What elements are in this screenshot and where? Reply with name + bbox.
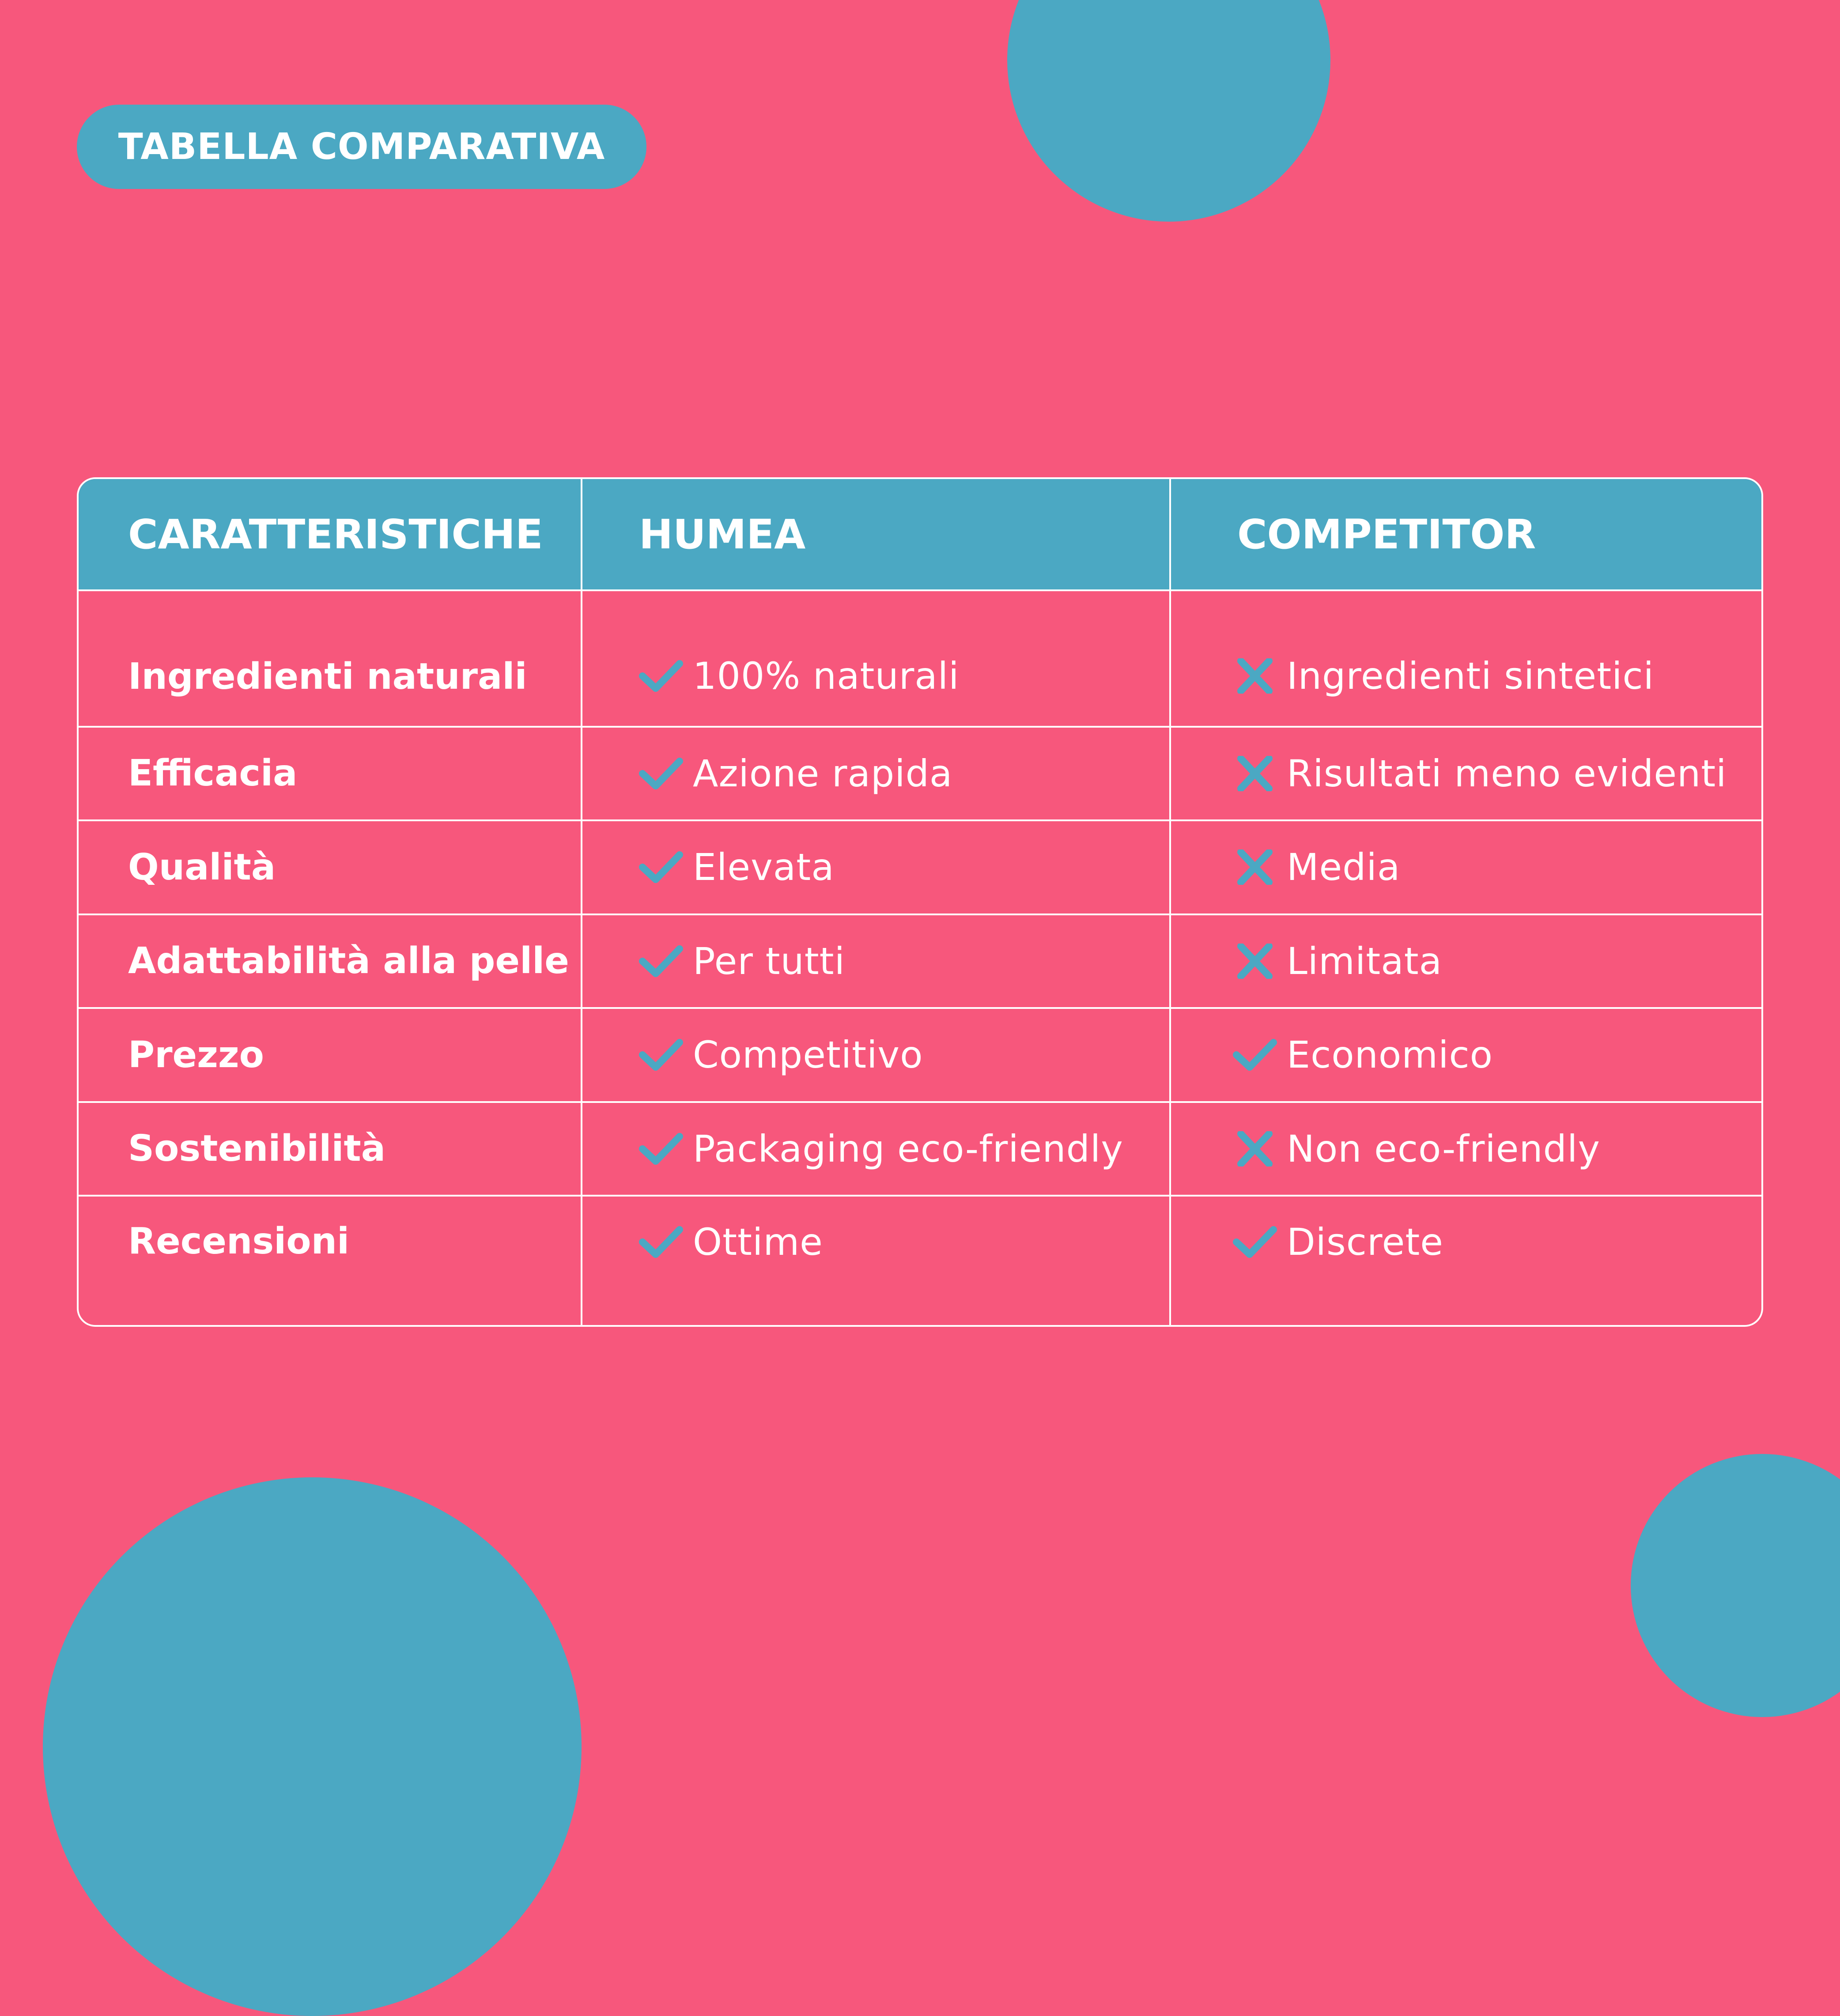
header-humea: HUMEA xyxy=(582,479,1170,590)
check-icon xyxy=(1233,1037,1277,1072)
cross-icon xyxy=(1233,756,1277,791)
table-row xyxy=(79,1102,1761,1196)
humea-cell xyxy=(582,1008,1170,1102)
check-icon xyxy=(639,849,683,885)
competitor-value: Economico xyxy=(1287,1033,1493,1077)
competitor-value: Non eco-friendly xyxy=(1287,1127,1601,1170)
table-row xyxy=(79,1196,1761,1325)
humea-value: Azione rapida xyxy=(693,751,953,795)
table-row xyxy=(79,914,1761,1008)
humea-cell xyxy=(582,1196,1170,1325)
humea-cell xyxy=(582,727,1170,821)
humea-value: Per tutti xyxy=(693,939,845,983)
humea-cell xyxy=(582,820,1170,914)
feature-label: Sostenibilità xyxy=(79,1102,582,1196)
table-row xyxy=(79,1008,1761,1102)
table-header-row xyxy=(79,479,1761,590)
competitor-cell xyxy=(1170,820,1761,914)
decorative-circle-bottom-left xyxy=(43,1477,582,2016)
decorative-circle-top xyxy=(1007,0,1330,222)
competitor-value: Discrete xyxy=(1287,1220,1443,1264)
competitor-cell xyxy=(1170,1008,1761,1102)
humea-value: 100% naturali xyxy=(693,654,960,698)
humea-cell xyxy=(582,914,1170,1008)
feature-label: Qualità xyxy=(79,820,582,914)
title-badge-label: TABELLA COMPARATIVA xyxy=(118,126,605,168)
table-row xyxy=(79,590,1761,727)
competitor-value: Ingredienti sintetici xyxy=(1287,654,1655,698)
header-competitor: COMPETITOR xyxy=(1170,479,1761,590)
table-body xyxy=(79,590,1761,1325)
feature-label: Adattabilità alla pelle xyxy=(79,914,582,1008)
feature-label: Recensioni xyxy=(79,1196,582,1325)
check-icon xyxy=(639,1131,683,1167)
humea-value: Ottime xyxy=(693,1220,823,1264)
table-row xyxy=(79,820,1761,914)
title-badge xyxy=(77,105,646,189)
competitor-cell xyxy=(1170,914,1761,1008)
decorative-circle-bottom-right xyxy=(1631,1454,1840,1717)
humea-value: Competitivo xyxy=(693,1033,923,1077)
feature-label: Efficacia xyxy=(79,727,582,821)
humea-value: Packaging eco-friendly xyxy=(693,1127,1123,1170)
competitor-cell xyxy=(1170,727,1761,821)
check-icon xyxy=(639,658,683,694)
competitor-cell xyxy=(1170,590,1761,727)
cross-icon xyxy=(1233,944,1277,979)
check-icon xyxy=(639,756,683,791)
check-icon xyxy=(639,944,683,979)
table-row xyxy=(79,727,1761,821)
competitor-value: Risultati meno evidenti xyxy=(1287,751,1727,795)
competitor-value: Limitata xyxy=(1287,939,1443,983)
cross-icon xyxy=(1233,849,1277,885)
check-icon xyxy=(639,1224,683,1260)
cross-icon xyxy=(1233,1131,1277,1167)
feature-label: Ingredienti naturali xyxy=(79,590,582,727)
humea-cell xyxy=(582,590,1170,727)
humea-value: Elevata xyxy=(693,846,835,889)
competitor-cell xyxy=(1170,1196,1761,1325)
check-icon xyxy=(639,1037,683,1072)
competitor-cell xyxy=(1170,1102,1761,1196)
feature-label: Prezzo xyxy=(79,1008,582,1102)
comparison-table xyxy=(77,477,1763,1327)
humea-cell xyxy=(582,1102,1170,1196)
competitor-value: Media xyxy=(1287,846,1401,889)
check-icon xyxy=(1233,1224,1277,1260)
cross-icon xyxy=(1233,658,1277,694)
header-caratteristiche: CARATTERISTICHE xyxy=(79,479,582,590)
